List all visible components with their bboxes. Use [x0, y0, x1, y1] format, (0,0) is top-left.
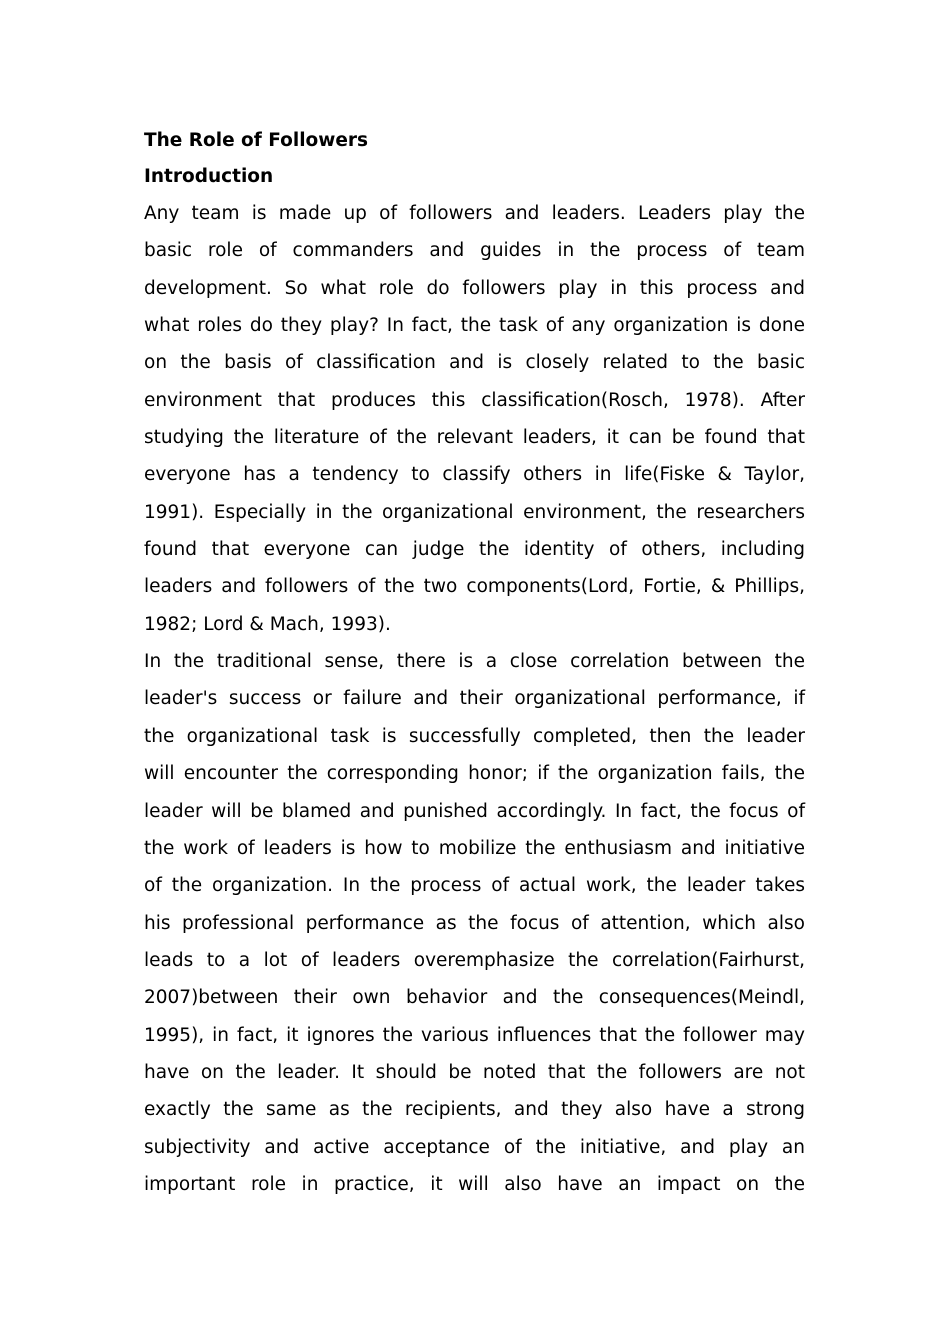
- paragraph-line: leaders and followers of the two components(Lord, Fortie, & Phillips,: [144, 576, 805, 598]
- paragraph-line: leader will be blamed and punished accordingly. In fact, the focus of: [144, 800, 805, 822]
- paragraph-line: exactly the same as the recipients, and they also have a strong: [144, 1099, 805, 1121]
- paragraph-line: what roles do they play? In fact, the task of any organization is done: [144, 315, 805, 337]
- paragraph-line: 1995), in fact, it ignores the various influences that the follower may: [144, 1024, 805, 1046]
- section-heading-introduction: Introduction: [144, 166, 274, 187]
- paragraph-line: subjectivity and active acceptance of the initiative, and play an: [144, 1136, 805, 1158]
- paragraph-line: environment that produces this classification(Rosch, 1978). After: [144, 389, 805, 411]
- paragraph-line: leads to a lot of leaders overemphasize the correlation(Fairhurst,: [144, 949, 805, 971]
- paragraph-line: on the basis of classification and is closely related to the basic: [144, 352, 805, 374]
- paragraph-1: [144, 195, 805, 643]
- document-page: [144, 123, 805, 1203]
- paragraph-line: development. So what role do followers play in this process and: [144, 277, 805, 299]
- paragraph-line: Any team is made up of followers and leaders. Leaders play the: [144, 203, 805, 224]
- paragraph-line: In the traditional sense, there is a close correlation between the: [144, 651, 805, 673]
- paragraph-line: important role in practice, it will also have an impact on the: [144, 1173, 805, 1195]
- paragraph-line: his professional performance as the focus of attention, which also: [144, 912, 805, 934]
- paragraph-line: studying the literature of the relevant leaders, it can be found that: [144, 427, 805, 449]
- paragraph-2: [144, 643, 805, 1203]
- paragraph-line: the work of leaders is how to mobilize the enthusiasm and initiative: [144, 837, 805, 859]
- paragraph-line: the organizational task is successfully completed, then the leader: [144, 725, 805, 747]
- paragraph-line: 1991). Especially in the organizational environment, the researchers: [144, 501, 805, 523]
- paragraph-line: leader's success or failure and their organizational performance, if: [144, 688, 805, 710]
- paragraph-line: 2007)between their own behavior and the consequences(Meindl,: [144, 987, 805, 1009]
- paragraph-line: found that everyone can judge the identity of others, including: [144, 539, 805, 561]
- paragraph-line: everyone has a tendency to classify others in life(Fiske & Taylor,: [144, 464, 805, 486]
- paragraph-line: will encounter the corresponding honor; if the organization fails, the: [144, 763, 805, 785]
- paragraph-line: of the organization. In the process of actual work, the leader takes: [144, 875, 805, 897]
- paragraph-line: 1982; Lord & Mach, 1993).: [144, 613, 391, 635]
- paragraph-line: basic role of commanders and guides in the process of team: [144, 240, 805, 262]
- paragraph-line: have on the leader. It should be noted that the followers are not: [144, 1061, 805, 1083]
- document-title: The Role of Followers: [144, 130, 369, 151]
